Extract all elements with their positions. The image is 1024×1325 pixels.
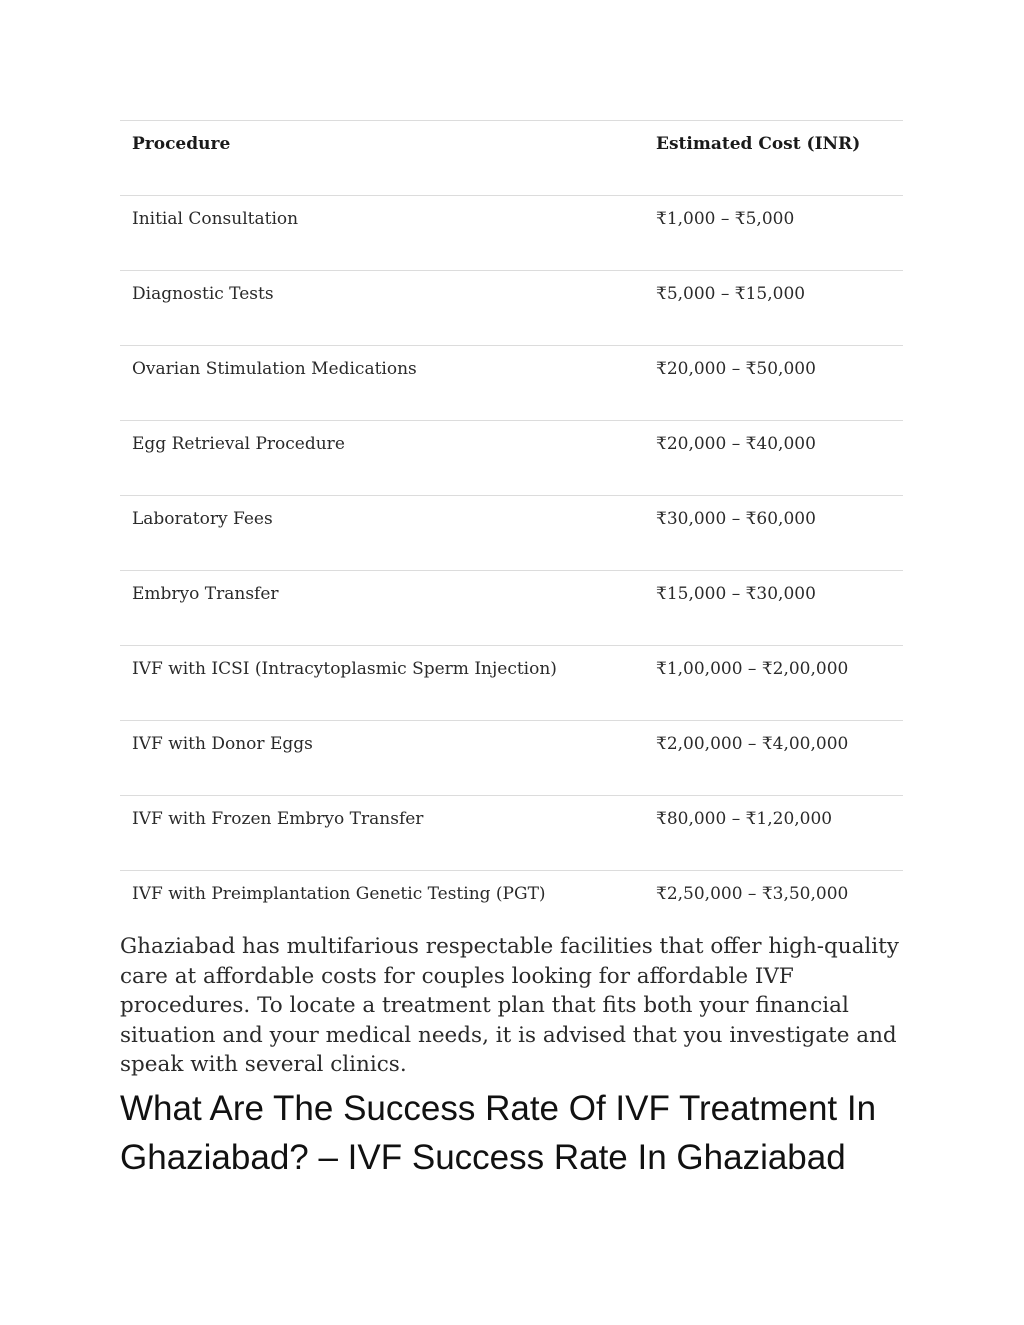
procedure-cell: IVF with Donor Eggs [120,721,644,796]
ivf-cost-table [120,120,903,933]
procedure-cell: Ovarian Stimulation Medications [120,346,644,421]
table-row [120,571,903,646]
table-row [120,646,903,721]
procedure-cell: Diagnostic Tests [120,271,644,346]
section-heading: What Are The Success Rate Of IVF Treatment In Ghaziabad? – IVF Success Rate In Ghaziabad [120,1089,877,1177]
table-row [120,496,903,571]
procedure-cell: Laboratory Fees [120,496,644,571]
procedure-cell: Initial Consultation [120,196,644,271]
cost-column-header: Estimated Cost (INR) [644,121,903,196]
procedure-cell: IVF with ICSI (Intracytoplasmic Sperm Injection) [120,646,644,721]
table-header-row [120,121,903,196]
cost-cell: ₹20,000 – ₹50,000 [644,346,903,421]
procedure-cell: Embryo Transfer [120,571,644,646]
cost-cell: ₹5,000 – ₹15,000 [644,271,903,346]
procedure-cell: IVF with Preimplantation Genetic Testing (PGT) [132,884,546,904]
procedure-cell: IVF with Frozen Embryo Transfer [120,796,644,871]
table-row [120,271,903,346]
cost-cell: ₹1,00,000 – ₹2,00,000 [644,646,903,721]
cost-cell: ₹1,000 – ₹5,000 [644,196,903,271]
table-row [120,421,903,496]
procedure-cell: Egg Retrieval Procedure [120,421,644,496]
body-paragraph: Ghaziabad has multifarious respectable facilities that offer high-quality care at affordable costs for couples looking for affordable IVF procedures. To locate a treatment plan that fits both your financial situation and your medical needs, it is advised that you investigate and speak with several clinics. [120,934,899,1077]
table-row [120,721,903,796]
cost-cell: ₹20,000 – ₹40,000 [644,421,903,496]
table-row [120,796,903,871]
cost-cell: ₹30,000 – ₹60,000 [644,496,903,571]
cost-cell: ₹15,000 – ₹30,000 [644,571,903,646]
table-row [120,871,903,934]
cost-cell: ₹2,50,000 – ₹3,50,000 [656,884,849,904]
cost-cell: ₹80,000 – ₹1,20,000 [644,796,903,871]
table-row [120,346,903,421]
table-row [120,196,903,271]
procedure-column-header: Procedure [120,121,644,196]
cost-cell: ₹2,00,000 – ₹4,00,000 [644,721,903,796]
